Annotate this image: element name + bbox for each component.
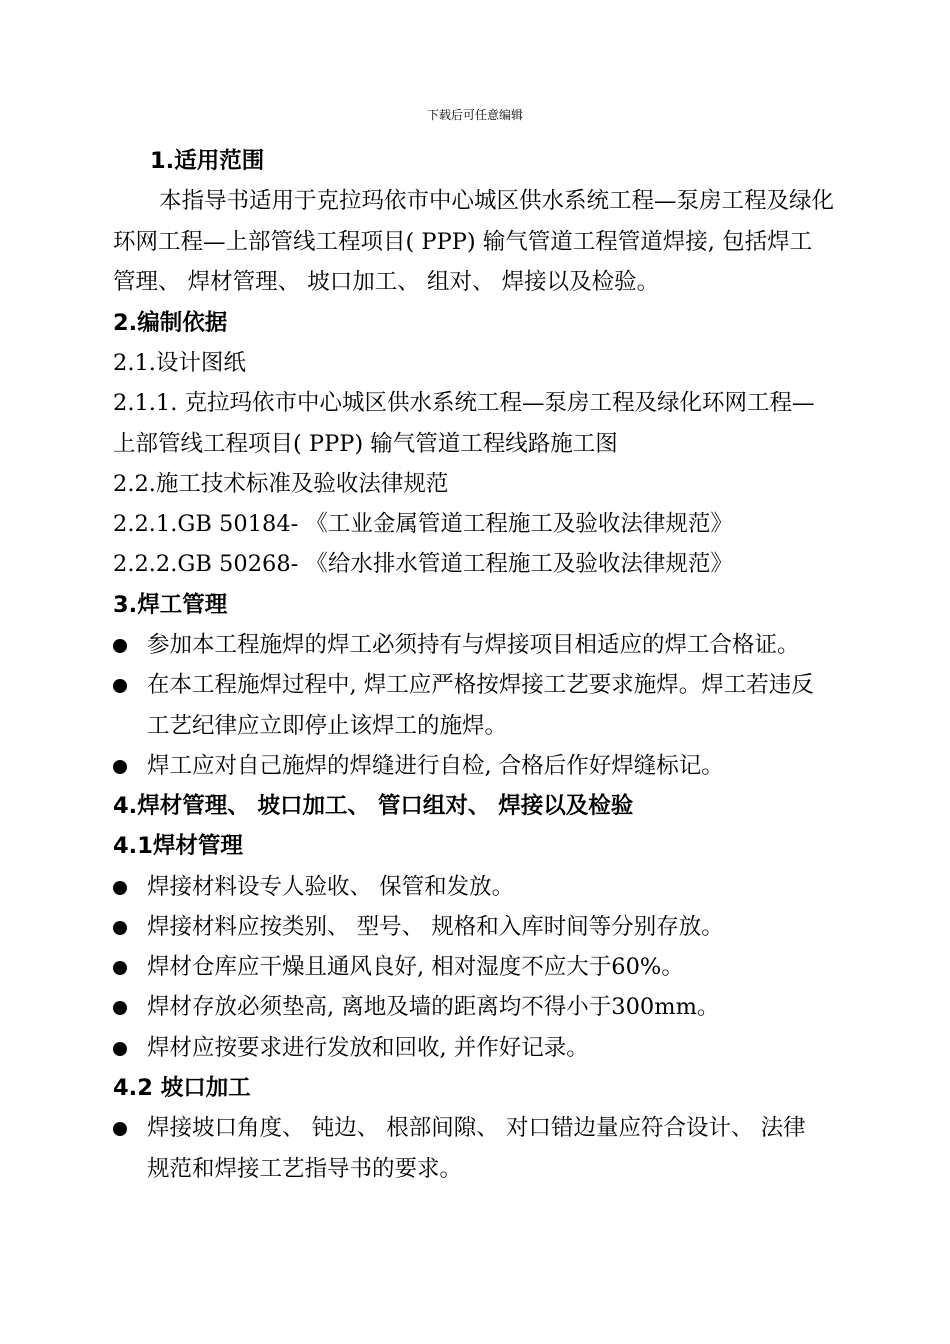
subsection-2-2-1: 2.2.1.GB 50184- 《工业金属管道工程施工及验收法律规范》 [113,511,733,537]
list-item-cont: 工艺纪律应立即停止该焊工的施焊。 [147,713,508,739]
section-3-title: 3.焊工管理 [113,592,228,618]
list-item: 焊接坡口角度、 钝边、 根部间隙、 对口错边量应符合设计、 法律 [147,1115,806,1141]
bullet-icon [113,1042,127,1056]
bullet-icon [113,961,127,975]
list-item: 焊材应按要求进行发放和回收, 并作好记录。 [147,1035,589,1061]
list-item: 焊材存放必须垫高, 离地及墙的距离均不得小于300mm。 [147,994,720,1020]
bullet-icon [113,760,127,774]
list-item: 焊工应对自己施焊的焊缝进行自检, 合格后作好焊缝标记。 [147,753,724,779]
bullet-icon [113,1001,127,1015]
subsection-4-2-title: 4.2 坡口加工 [113,1075,251,1101]
subsection-2-2: 2.2.施工技术标准及验收法律规范 [113,471,449,497]
section-4-title: 4.焊材管理、 坡口加工、 管口组对、 焊接以及检验 [113,793,634,819]
section-1-title: 1.适用范围 [150,148,265,174]
bullet-icon [113,679,127,693]
list-item: 在本工程施焊过程中, 焊工应严格按焊接工艺要求施焊。焊工若违反 [147,672,814,698]
list-item: 焊材仓库应干燥且通风良好, 相对湿度不应大于60%。 [147,954,684,980]
section-2-title: 2.编制依据 [113,310,228,336]
subsection-4-1-title: 4.1焊材管理 [113,833,243,859]
paragraph-line: 本指导书适用于克拉玛依市中心城区供水系统工程—泵房工程及绿化 [159,188,835,214]
subsection-2-2-2: 2.2.2.GB 50268- 《给水排水管道工程施工及验收法律规范》 [113,551,733,577]
bullet-icon [113,1122,127,1136]
list-item: 焊接材料设专人验收、 保管和发放。 [147,874,515,900]
list-item: 参加本工程施焊的焊工必须持有与焊接项目相适应的焊工合格证。 [147,632,800,658]
list-item: 焊接材料应按类别、 型号、 规格和入库时间等分别存放。 [147,914,724,940]
bullet-icon [113,921,127,935]
subsection-2-1-1-cont: 上部管线工程项目( PPP) 输气管道工程线路施工图 [113,431,618,457]
bullet-icon [113,639,127,653]
list-item-cont: 规范和焊接工艺指导书的要求。 [147,1156,463,1182]
subsection-2-1: 2.1.设计图纸 [113,350,246,376]
subsection-2-1-1: 2.1.1. 克拉玛依市中心城区供水系统工程—泵房工程及绿化环网工程— [113,390,815,416]
header-note: 下载后可任意编辑 [426,108,523,122]
paragraph-line: 管理、 焊材管理、 坡口加工、 组对、 焊接以及检验。 [113,269,660,295]
paragraph-line: 环网工程—上部管线工程项目( PPP) 输气管道工程管道焊接, 包括焊工 [113,229,813,255]
bullet-icon [113,881,127,895]
